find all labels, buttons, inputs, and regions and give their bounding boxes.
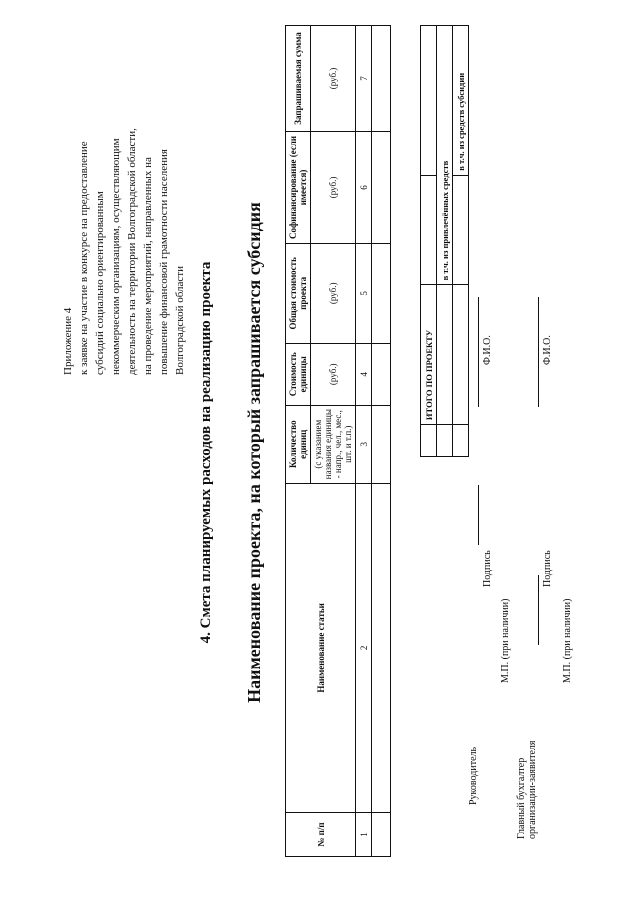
totals-cell — [421, 425, 437, 457]
appendix-line: субсидий социально ориентированным — [94, 191, 106, 375]
fio-line — [478, 297, 479, 407]
total-label: ИТОГО ПО ПРОЕКТУ — [421, 285, 437, 425]
signature-line — [538, 575, 539, 645]
table-cell — [372, 405, 391, 483]
col-number: 4 — [356, 343, 372, 405]
accountant-label: Главный бухгалтер организации-заявителя — [516, 740, 538, 839]
signature-caption: Подпись — [542, 550, 553, 587]
totals-table — [420, 25, 469, 457]
unit-rub: (руб.) — [311, 131, 356, 243]
unit-rub: (руб.) — [311, 343, 356, 405]
header-requested: Запрашиваемая сумма — [286, 26, 311, 132]
header-cofinance: Софинансирование (если имеется) — [286, 131, 311, 243]
fio-caption: Ф.И.О. — [542, 335, 553, 365]
table-cell — [372, 131, 391, 243]
appendix-line: повышение финансовой грамотности населения — [158, 149, 170, 375]
header-qty: Количество единиц — [286, 405, 311, 483]
appendix-line: на проведение мероприятий, направленных на — [142, 157, 154, 375]
table-cell — [372, 813, 391, 857]
table-cell — [372, 483, 391, 812]
appendix-line: Приложение 4 — [62, 307, 74, 375]
subsidy-label: в т.ч. из средств субсидии — [453, 26, 469, 176]
fio-line — [538, 297, 539, 407]
appendix-header — [60, 15, 188, 375]
table-cell — [372, 343, 391, 405]
project-title: Наименование проекта, на который запрашивается субсидия — [244, 202, 264, 703]
appendix-line: некоммерческим организациям, осуществляющим — [110, 138, 122, 375]
head-label: Руководитель — [468, 746, 479, 805]
signature-line — [478, 485, 479, 545]
col-number: 7 — [356, 26, 372, 132]
totals-cell — [421, 175, 437, 285]
attracted-label: в т.ч. из привлечённых средств — [437, 26, 453, 285]
header-total-cost: Общая стоимость проекта — [286, 243, 311, 343]
table-cell — [372, 26, 391, 132]
appendix-line: к заявке на участие в конкурсе на предоставление — [78, 141, 90, 375]
header-num: № п/п — [286, 813, 356, 857]
signature-caption: Подпись — [482, 550, 493, 587]
unit-rub: (руб.) — [311, 26, 356, 132]
budget-table — [285, 25, 391, 857]
stamp-caption: М.П. (при наличии) — [562, 598, 573, 683]
col-number: 5 — [356, 243, 372, 343]
col-number: 3 — [356, 405, 372, 483]
totals-cell — [453, 425, 469, 457]
header-qty-note: (с указанием названия единицы - напр., чел., мес., шт. и т.п.) — [311, 405, 356, 483]
unit-rub: (руб.) — [311, 243, 356, 343]
table-cell — [372, 243, 391, 343]
totals-cell — [437, 425, 453, 457]
totals-cell — [421, 26, 437, 176]
totals-cell — [453, 175, 469, 285]
totals-cell — [453, 285, 469, 425]
col-number: 2 — [356, 483, 372, 812]
table-row — [372, 26, 391, 857]
appendix-line: Волгоградской области — [174, 266, 186, 375]
section-title: 4. Смета планируемых расходов на реализацию проекта — [198, 261, 214, 644]
fio-caption: Ф.И.О. — [482, 335, 493, 365]
header-unit-cost: Стоимость единицы — [286, 343, 311, 405]
totals-cell — [437, 285, 453, 425]
header-name: Наименование статьи — [286, 483, 356, 812]
col-number: 6 — [356, 131, 372, 243]
col-number: 1 — [356, 813, 372, 857]
stamp-caption: М.П. (при наличии) — [500, 598, 511, 683]
appendix-line: деятельность на территории Волгоградской области, — [126, 128, 138, 375]
